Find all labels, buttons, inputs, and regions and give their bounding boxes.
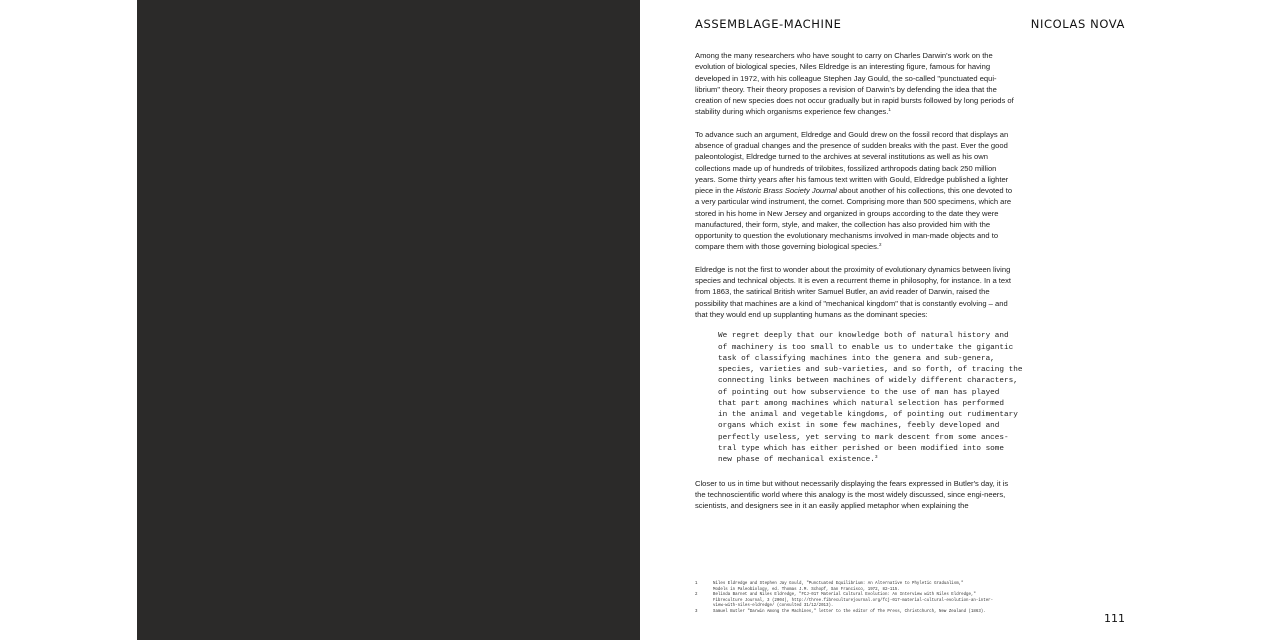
quote-line: that part among machines which natural selection has performed bbox=[718, 399, 1005, 408]
quote-line: species, varieties and sub-varieties, and so forth, of tracing the bbox=[718, 366, 1023, 374]
p4-text: Closer to us in time but without necessarily displaying the fears expressed in Butler's day, it is the technoscientific world where this analogy is the most widely discussed, since engi-neers, scientists, and designers see in it an easily applied metaphor when explaining the bbox=[695, 478, 1009, 510]
footnote-ref-2: 2 bbox=[879, 242, 882, 248]
footnote-number: 2 bbox=[695, 593, 698, 598]
paragraph-3 bbox=[695, 264, 1016, 320]
p1-text: Among the many researchers who have sought to carry on Charles Darwin's work on the evolution of biological species, Niles Eldredge is an interesting figure, famous for having developed in 1972, with his colleague Stephen Jay Gould, the so-called "punctuated equi-librium" theory. Their theory proposes a revision of Darwin's by defending the idea that the creation of new species does not occur gradually but in rapid bursts followed by long periods of stability during which organisms experience few changes. bbox=[695, 51, 1014, 117]
right-page bbox=[640, 0, 1143, 640]
quote-line: task of classifying machines into the genera and sub-genera, bbox=[718, 354, 995, 363]
journal-title: Historic Brass Society Journal bbox=[735, 186, 837, 195]
running-head-author: NICOLAS NOVA bbox=[1030, 17, 1125, 31]
p2-text-rest: one devoted to a very particular wind instrument, the cornet. Comprising more than 500 specimens, which are stored in his home in New Jersey and organized in groups according to the date they were manufactured, their form, style, and maker, the collection has also provided him with the opportunity to question the evolutionary mechanisms involved in man-made objects and to compare them with those governing biological species. bbox=[695, 186, 1013, 252]
quote-line: of machinery is too small to enable us to undertake the gigantic bbox=[718, 343, 1014, 352]
quote-line: connecting links between machines of widely different characters, bbox=[718, 377, 1018, 386]
quote-line: of pointing out how subservience to the use of man has played bbox=[718, 388, 1000, 397]
footnote-ref-1: 1 bbox=[888, 107, 891, 113]
quote-line: new phase of mechanical existence.$^3$ bbox=[718, 455, 878, 464]
paragraph-1 bbox=[695, 50, 1016, 118]
butler-block-quote bbox=[718, 331, 1023, 466]
footnote-3: 3 Samuel Butler "Darwin Among the Machines," letter to the editor of The Press, Christchurch, New Zealand (1863). bbox=[695, 609, 986, 614]
running-head-title: ASSEMBLAGE-MACHINE bbox=[695, 17, 842, 31]
footnote-1: 1 Niles Eldredge and Stephen Jay Gould, "Punctuated Equilibrium: An Alternative to Phyletic Gradualism," Models in Paleobiology, ed. Thomas J.M. Schopf, San Francisco, 1972, 82–115. bbox=[695, 582, 964, 592]
p2-journal-line: a lighter piece in the Historic Brass Society Journal about another of his collections, this bbox=[695, 174, 1009, 195]
footnote-ref-3: 3 bbox=[874, 455, 878, 460]
quote-line: perfectly useless, yet serving to mark descent from some ances- bbox=[718, 433, 1009, 442]
footnotes bbox=[695, 582, 1015, 616]
quote-line: tral type which has either perished or been modified into some bbox=[718, 444, 1005, 453]
body-text bbox=[695, 50, 1023, 511]
page-number: 111 bbox=[1104, 612, 1125, 625]
paragraph-4 bbox=[695, 478, 1016, 512]
quote-line: We regret deeply that our knowledge both of natural history and bbox=[718, 332, 1009, 341]
p2-text: To advance such an argument, Eldredge and Gould drew on the fossil record that displays an absence of gradual changes and the presence of sudden breaks with the past. Ever the good paleontologist, Eldredge turned to the archives at several institutions as well as his own collections made up of hundreds of trilobites, fossilized arthropods dating back 250 million years. Some thirty years after his famous text written with Gould, Eldredge published bbox=[695, 129, 1009, 184]
footnote-number: 3 bbox=[695, 609, 698, 614]
paragraph-2 bbox=[695, 129, 1016, 253]
footnote-2: 2 Belinda Barnet and Niles Eldredge, "FCJ-017 Material Cultural Evolution: An Interview with Niles Eldredge," Fibreculture Journal, 3 (2004), http://three.fibreculturejournal.org/fcj-017-material-cultural-evolution-an-inter- view-with-niles-eldredge/ (consulted 31/12/2013). bbox=[695, 593, 994, 609]
p3-text: Eldredge is not the first to wonder about the proximity of evolutionary dynamics between living species and technical objects. It is even a recurrent theme in philosophy, for instance. In a text from 1863, the satirical British writer Samuel Butler, an avid reader of Darwin, raised the possibility that machines are a kind of "mechanical kingdom" that is constantly evolving – and that they would end up supplanting humans as the dominant species: bbox=[695, 264, 1012, 319]
footnote-number: 1 bbox=[695, 582, 698, 586]
quote-lines bbox=[718, 331, 1023, 466]
quote-line: in the animal and vegetable kingdoms, of pointing out rudimentary bbox=[718, 411, 1018, 419]
left-page-dark bbox=[137, 0, 640, 640]
quote-line: organs which exist in some few machines, feebly developed and bbox=[718, 422, 1000, 431]
